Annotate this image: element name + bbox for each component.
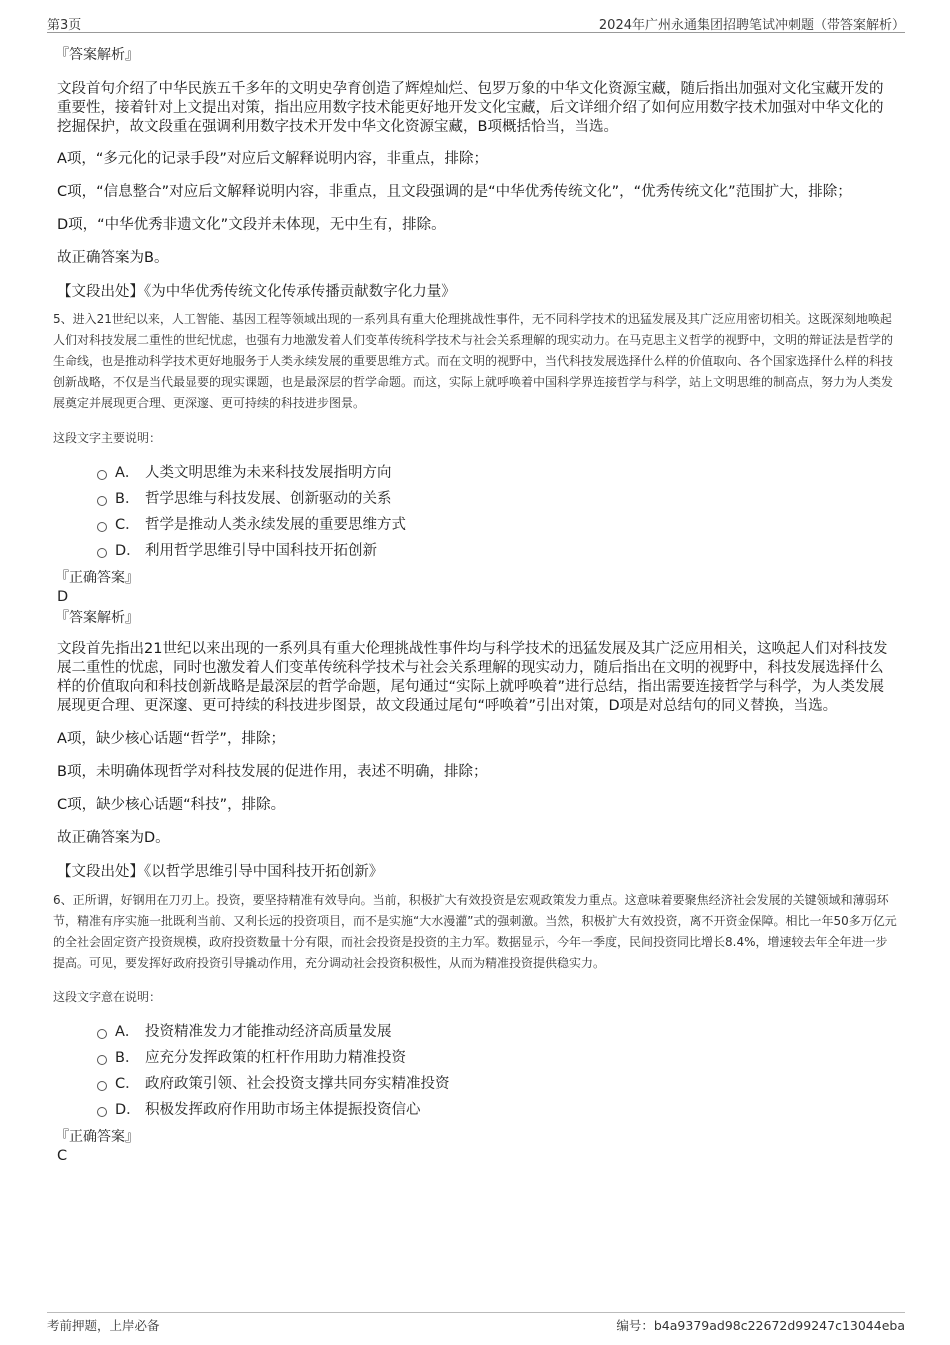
radio-icon[interactable]	[97, 470, 107, 480]
q4-analysis: 文段首句介绍了中华民族五千多年的文明史孕育创造了辉煌灿烂、包罗万象的中华文化资源宝藏，随后指出加强对文化宝藏开发的重要性，接着针对上文提出对策，指出应用数字技术能更好地开发文化宝藏，后文详细介绍了如何应用数字技术加强对中华文化的挖掘保护，故文段重在强调利用数字技术开发中华文化资源宝藏，B项概括恰当，当选。	[57, 81, 884, 135]
q5-stem: 5、进入21世纪以来，人工智能、基因工程等领域出现的一系列具有重大伦理挑战性事件，无不同科学技术的迅猛发展及其广泛应用密切相关。这既深刻地唤起人们对科技发展二重性的世纪忧虑，也强有力地激发着人们变革传统科学技术与社会关系理解的现实动力。在马克思主义哲学的视野中，文明的辩证法是哲学的生命线，也是推动科学技术更好地服务于人类永续发展的重要思维方式。而在文明的视野中，当代科技发展选择什么样的价值取向、各个国家选择什么样的科技创新战略，不仅是当代最显要的现实课题，也是最深层的哲学命题。而这，实际上就呼唤着中国科学界连接哲学与科学，站上文明思维的制高点，努力为人类发展奠定并展现更合理、更深邃、更可持续的科技进步图景。	[53, 312, 894, 410]
q6-options	[57, 1021, 897, 1125]
q6-option-c[interactable]: C． 政府政策引领、社会投资支撑共同夯实精准投资	[57, 1073, 897, 1099]
page-header	[47, 12, 905, 33]
page-footer	[47, 1312, 905, 1333]
q4-option-a-note: A项，“多元化的记录手段”对应后文解释说明内容，非重点，排除；	[57, 151, 488, 167]
q5-analysis-label: 『答案解析』	[55, 610, 139, 626]
page-number: 第3页	[47, 18, 82, 33]
radio-icon[interactable]	[97, 1029, 107, 1039]
q6-stem: 6、正所谓，好钢用在刀刃上。投资，要坚持精准有效导向。当前，积极扩大有效投资是宏观政策发力重点。这意味着要聚焦经济社会发展的关键领域和薄弱环节，精准有序实施一批既利当前、又利长远的投资项目，而不是实施“大水漫灌”式的强刺激。当然，积极扩大有效投资，离不开资金保障。相比一年50多万亿元的全社会固定资产投资规模，政府投资数量十分有限，而社会投资是投资的主力军。数据显示，今年一季度，民间投资同比增长8.4%，增速较去年全年进一步提高。可见，要发挥好政府投资引导撬动作用，充分调动社会投资积极性，从而为精准投资提供稳实力。	[53, 893, 897, 970]
document-id: 编号：b4a9379ad98c22672d99247c13044eba	[616, 1318, 905, 1333]
radio-icon[interactable]	[97, 1055, 107, 1065]
page-content	[53, 45, 897, 1165]
q6-answer-label: 『正确答案』	[55, 1129, 139, 1145]
q5-conclusion: 故正确答案为D。	[57, 830, 170, 846]
radio-icon[interactable]	[97, 522, 107, 532]
radio-icon[interactable]	[97, 548, 107, 558]
document-title: 2024年广州永通集团招聘笔试冲刺题（带答案解析）	[598, 18, 905, 33]
q4-option-c-note: C项，“信息整合”对应后文解释说明内容，非重点，且文段强调的是“中华优秀传统文化”，“优秀传统文化”范围扩大，排除；	[57, 184, 852, 200]
q5-option-c-note: C项，缺少核心话题“科技”，排除。	[57, 797, 286, 813]
radio-icon[interactable]	[97, 1107, 107, 1117]
q5-option-a[interactable]: A． 人类文明思维为未来科技发展指明方向	[57, 462, 897, 488]
q5-answer: D	[57, 589, 69, 605]
q4-analysis-label: 『答案解析』	[55, 47, 139, 63]
q6-option-b[interactable]: B． 应充分发挥政策的杠杆作用助力精准投资	[57, 1047, 897, 1073]
q5-source: 【文段出处】《以哲学思维引导中国科技开拓创新》	[57, 864, 384, 880]
q6-option-d[interactable]: D． 积极发挥政府作用助市场主体提振投资信心	[57, 1099, 897, 1125]
q4-source: 【文段出处】《为中华优秀传统文化传承传播贡献数字化力量》	[57, 284, 456, 300]
q5-analysis: 文段首先指出21世纪以来出现的一系列具有重大伦理挑战性事件均与科学技术的迅猛发展及其广泛应用相关，这唤起人们对科技发展二重性的忧虑，同时也激发着人们变革传统科学技术与社会关系理解的现实动力，随后指出在文明的视野中，科技发展选择什么样的价值取向和科技创新战略是最深层的哲学命题，尾句通过“实际上就呼唤着”进行总结，指出需要连接哲学与科学，为人类发展展现更合理、更深邃、更可持续的科技进步图景，故文段通过尾句“呼唤着”引出对策，D项是对总结句的同义替换，当选。	[57, 641, 888, 714]
q4-conclusion: 故正确答案为B。	[57, 250, 169, 266]
q4-option-d-note: D项，“中华优秀非遗文化”文段并未体现，无中生有，排除。	[57, 217, 446, 233]
q5-answer-label: 『正确答案』	[55, 570, 139, 586]
q6-answer: C	[57, 1148, 68, 1164]
radio-icon[interactable]	[97, 1081, 107, 1091]
q5-options	[57, 462, 897, 566]
q5-option-d[interactable]: D． 利用哲学思维引导中国科技开拓创新	[57, 540, 897, 566]
q5-option-b[interactable]: B． 哲学思维与科技发展、创新驱动的关系	[57, 488, 897, 514]
q6-option-a[interactable]: A． 投资精准发力才能推动经济高质量发展	[57, 1021, 897, 1047]
q6-prompt: 这段文字意在说明：	[53, 990, 162, 1004]
q5-option-b-note: B项，未明确体现哲学对科技发展的促进作用，表述不明确，排除；	[57, 764, 488, 780]
q5-prompt: 这段文字主要说明：	[53, 431, 162, 445]
footer-slogan: 考前押题，上岸必备	[47, 1318, 160, 1333]
q5-option-a-note: A项，缺少核心话题“哲学”，排除；	[57, 731, 285, 747]
q5-option-c[interactable]: C． 哲学是推动人类永续发展的重要思维方式	[57, 514, 897, 540]
radio-icon[interactable]	[97, 496, 107, 506]
